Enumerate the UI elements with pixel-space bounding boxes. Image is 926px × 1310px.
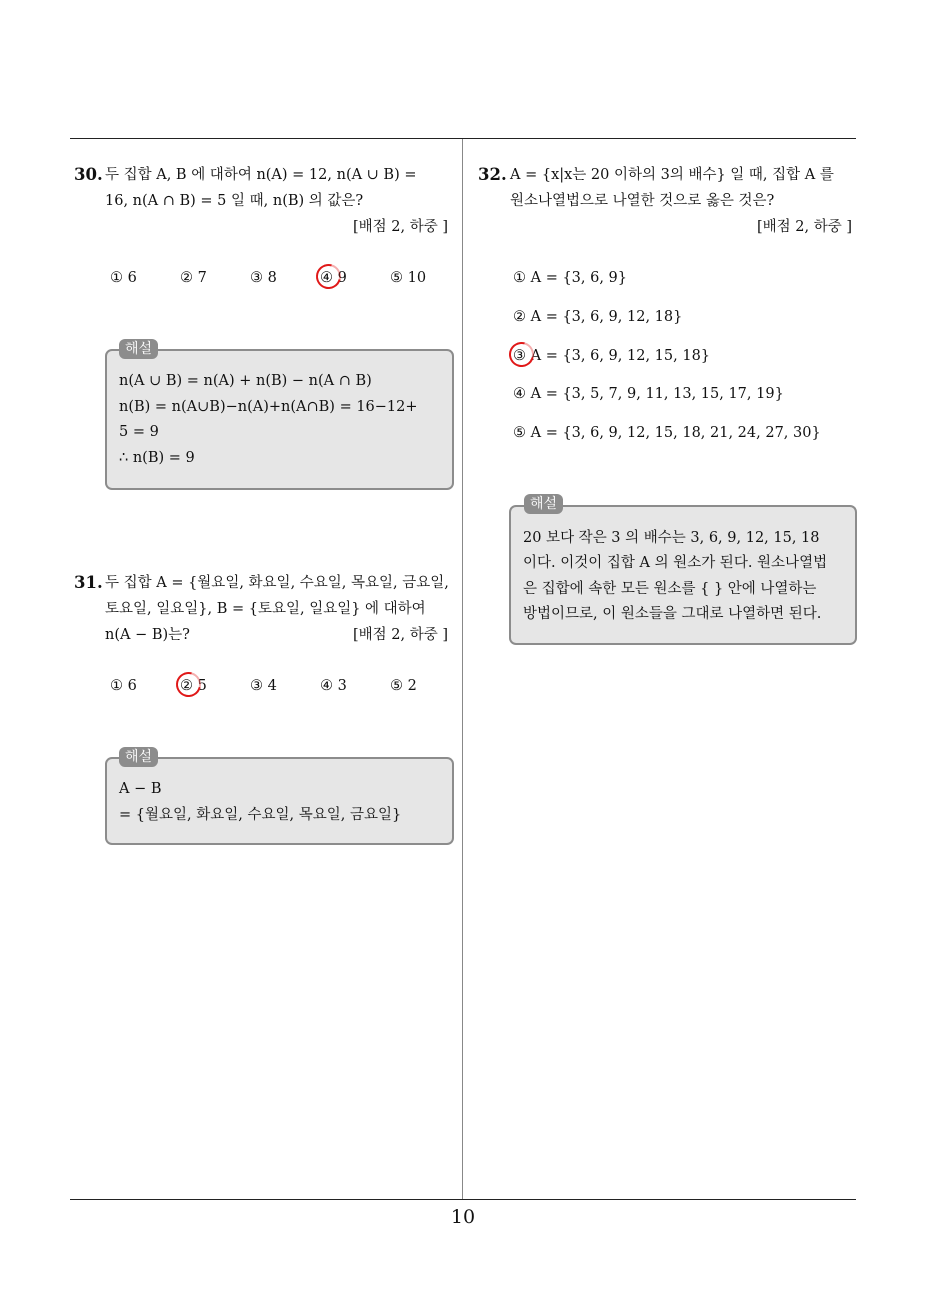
solution-line: ∴ n(B) = 9 (119, 450, 195, 466)
top-rule (70, 138, 856, 139)
solution-line: n(B) = n(A∪B)−n(A)+n(A∩B) = 16−12+ (119, 399, 418, 415)
selected-answer-mark: ④ (320, 270, 333, 286)
choice-4[interactable]: ④ A = {3, 5, 7, 9, 11, 13, 15, 17, 19} (513, 386, 784, 402)
score-label: [배점 2, 하중 ] (352, 219, 448, 235)
solution-line: 방법이므로, 이 원소들을 그대로 나열하면 된다. (523, 606, 822, 622)
choice-5[interactable]: ⑤ 2 (390, 678, 417, 694)
question-text-line: n(A − B)는? (105, 627, 190, 643)
selected-answer-mark: ② (180, 678, 193, 694)
choice-4[interactable]: ④ 3 (320, 678, 347, 694)
solution-line: A − B (119, 781, 162, 797)
question-text-line: A = {x|x는 20 이하의 3의 배수} 일 때, 집합 A 를 (510, 167, 834, 183)
solution-line: 은 집합에 속한 모든 원소를 { } 안에 나열하는 (523, 581, 817, 597)
question-text-line: 16, n(A ∩ B) = 5 일 때, n(B) 의 값은? (105, 193, 364, 209)
question-text-line: 원소나열법으로 나열한 것으로 옳은 것은? (510, 193, 775, 209)
solution-tag: 해설 (119, 339, 158, 359)
solution-line: 20 보다 작은 3 의 배수는 3, 6, 9, 12, 15, 18 (523, 530, 820, 546)
solution-tag: 해설 (119, 747, 158, 767)
choice-2[interactable]: ② 7 (180, 270, 207, 286)
question-text-line: 두 집합 A, B 에 대하여 n(A) = 12, n(A ∪ B) = (105, 167, 417, 183)
solution-box (105, 349, 454, 490)
choice-5[interactable]: ⑤ 10 (390, 270, 427, 286)
choice-3[interactable]: ③ 8 (250, 270, 277, 286)
solution-line: = {월요일, 화요일, 수요일, 목요일, 금요일} (119, 807, 402, 823)
choice-5[interactable]: ⑤ A = {3, 6, 9, 12, 15, 18, 21, 24, 27, 30} (513, 425, 821, 441)
score-label: [배점 2, 하중 ] (756, 219, 852, 235)
choice-4[interactable]: ④ 9 (320, 270, 347, 286)
solution-line: 이다. 이것이 집합 A 의 원소가 된다. 원소나열법 (523, 555, 828, 571)
solution-box (105, 757, 454, 845)
choice-3[interactable]: ③ 4 (250, 678, 277, 694)
selected-answer-mark: ③ (513, 348, 526, 364)
solution-line: 5 = 9 (119, 424, 159, 440)
score-label: [배점 2, 하중 ] (352, 627, 448, 643)
question-number: 32. (478, 165, 507, 184)
choice-3[interactable]: ③ A = {3, 6, 9, 12, 15, 18} (513, 348, 711, 364)
solution-box (509, 505, 857, 645)
choice-1[interactable]: ① A = {3, 6, 9} (513, 270, 628, 286)
bottom-rule (70, 1199, 856, 1200)
page-number: 10 (450, 1206, 476, 1228)
choice-1[interactable]: ① 6 (110, 678, 137, 694)
solution-tag: 해설 (524, 494, 563, 514)
column-divider (462, 139, 463, 1200)
question-text-line: 토요일, 일요일}, B = {토요일, 일요일} 에 대하여 (105, 601, 426, 617)
solution-line: n(A ∪ B) = n(A) + n(B) − n(A ∩ B) (119, 373, 372, 389)
question-text-line: 두 집합 A = {월요일, 화요일, 수요일, 목요일, 금요일, (105, 575, 449, 591)
choice-2[interactable]: ② A = {3, 6, 9, 12, 18} (513, 309, 683, 325)
question-number: 31. (74, 573, 103, 592)
choice-1[interactable]: ① 6 (110, 270, 137, 286)
choice-2[interactable]: ② 5 (180, 678, 207, 694)
question-number: 30. (74, 165, 103, 184)
